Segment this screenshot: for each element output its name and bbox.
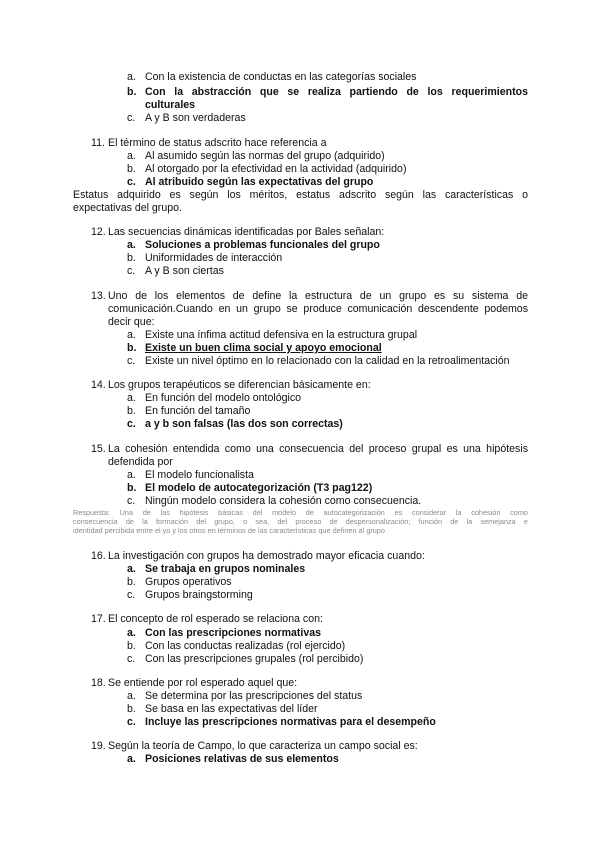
q15-option-c: Ningún modelo considera la cohesión como consecuencia. [145, 495, 422, 507]
option-marker: c. [127, 112, 136, 124]
option-marker: c. [127, 176, 136, 188]
option-marker: b. [127, 703, 136, 715]
option-marker: a. [127, 239, 136, 251]
q10-option-b-line1: Con la abstracción que se realiza partiendo de los requerimientos [145, 86, 528, 98]
q11-option-c: Al atribuido según las expectativas del grupo [145, 176, 374, 188]
q16-option-b: Grupos operativos [145, 576, 232, 588]
option-marker: c. [127, 589, 136, 601]
option-marker: c. [127, 653, 136, 665]
q15-option-a: El modelo funcionalista [145, 469, 254, 481]
q16-option-c: Grupos braingstorming [145, 589, 253, 601]
q12-question: Las secuencias dinámicas identificadas por Bales señalan: [108, 226, 385, 238]
question-number: 12. [91, 226, 106, 238]
q11-option-b: Al otorgado por la efectividad en la actividad (adquirido) [145, 163, 407, 175]
q13-option-c: Existe un nivel óptimo en lo relacionado con la calidad en la retroalimentación [145, 355, 510, 367]
q18-option-b: Se basa en las expectativas del líder [145, 703, 318, 715]
q16-question: La investigación con grupos ha demostrado mayor eficacia cuando: [108, 550, 425, 562]
option-marker: c. [127, 716, 136, 728]
option-marker: a. [127, 753, 136, 765]
option-marker: b. [127, 163, 136, 175]
question-number: 18. [91, 677, 106, 689]
option-marker: b. [127, 342, 137, 354]
question-number: 15. [91, 443, 106, 455]
option-marker: b. [127, 482, 137, 494]
q12-option-c: A y B son ciertas [145, 265, 224, 277]
option-marker: b. [127, 576, 136, 588]
q17-option-b: Con las conductas realizadas (rol ejercido) [145, 640, 346, 652]
question-number: 19. [91, 740, 106, 752]
q13-question-line3: decir que: [108, 316, 155, 328]
q13-question-line1: Uno de los elementos de define la estructura de un grupo es su sistema de [108, 290, 528, 302]
option-marker: c. [127, 418, 136, 430]
q13-question-line2: comunicación.Cuando en un grupo se produce comunicación descendente podemos [108, 303, 528, 315]
q12-option-b: Uniformidades de interacción [145, 252, 283, 264]
option-marker: a. [127, 469, 136, 481]
option-marker: a. [127, 563, 136, 575]
q19-option-a: Posiciones relativas de sus elementos [145, 753, 339, 765]
q15-answer-line2: consecuencia de la formación del grupo, o sea, del proceso de despersonalización; función de la semejanza e [73, 517, 528, 526]
q17-option-c: Con las prescripciones grupales (rol percibido) [145, 653, 364, 665]
option-marker: b. [127, 640, 136, 652]
option-marker: c. [127, 265, 136, 277]
q11-explanation-line1: Estatus adquirido es según los méritos, estatus adscrito según las características o [73, 189, 528, 201]
q18-option-c: Incluye las prescripciones normativas para el desempeño [145, 716, 436, 728]
option-marker: a. [127, 392, 136, 404]
question-number: 11. [91, 137, 105, 149]
question-number: 14. [91, 379, 106, 391]
option-marker: a. [127, 627, 136, 639]
option-marker: a. [127, 329, 136, 341]
q13-option-b: Existe un buen clima social y apoyo emocional [145, 342, 382, 354]
q19-question: Según la teoría de Campo, lo que caracteriza un campo social es: [108, 740, 418, 752]
q15-answer-line1: Respuesta: Una de las hipótesis básicas del modelo de autocategorización es considerar la cohesión como [73, 508, 528, 517]
q14-option-c: a y b son falsas (las dos son correctas) [145, 418, 343, 430]
q11-explanation-line2: expectativas del grupo. [73, 202, 182, 214]
question-number: 17. [91, 613, 106, 625]
q15-option-b: El modelo de autocategorización (T3 pag122) [145, 482, 373, 494]
q10-option-b-line2: culturales [145, 99, 196, 111]
q18-question: Se entiende por rol esperado aquel que: [108, 677, 298, 689]
question-number: 13. [91, 290, 106, 302]
q15-question-line2: defendida por [108, 456, 173, 468]
option-marker: c. [127, 495, 136, 507]
question-number: 16. [91, 550, 106, 562]
q11-option-a: Al asumido según las normas del grupo (adquirido) [145, 150, 385, 162]
option-marker: b. [127, 86, 137, 98]
q17-option-a: Con las prescripciones normativas [145, 627, 322, 639]
q10-option-c: A y B son verdaderas [145, 112, 246, 124]
option-marker: b. [127, 405, 136, 417]
q13-option-a: Existe una ínfima actitud defensiva en la estructura grupal [145, 329, 418, 341]
q11-question: El término de status adscrito hace referencia a [108, 137, 327, 149]
q15-question-line1: La cohesión entendida como una consecuencia del proceso grupal es una hipótesis [108, 443, 528, 455]
q10-option-a: Con la existencia de conductas en las categorías sociales [145, 71, 417, 83]
option-marker: b. [127, 252, 136, 264]
option-marker: a. [127, 71, 136, 83]
q14-option-a: En función del modelo ontológico [145, 392, 302, 404]
q15-answer-line3: identidad percibida entre el yo y los otros en términos de las características que definen al grupo [73, 526, 385, 535]
q14-option-b: En función del tamaño [145, 405, 251, 417]
q14-question: Los grupos terapéuticos se diferencian básicamente en: [108, 379, 371, 391]
q12-option-a: Soluciones a problemas funcionales del grupo [145, 239, 380, 251]
option-marker: c. [127, 355, 136, 367]
q16-option-a: Se trabaja en grupos nominales [145, 563, 306, 575]
option-marker: a. [127, 690, 136, 702]
q18-option-a: Se determina por las prescripciones del status [145, 690, 363, 702]
q17-question: El concepto de rol esperado se relaciona con: [108, 613, 323, 625]
option-marker: a. [127, 150, 136, 162]
